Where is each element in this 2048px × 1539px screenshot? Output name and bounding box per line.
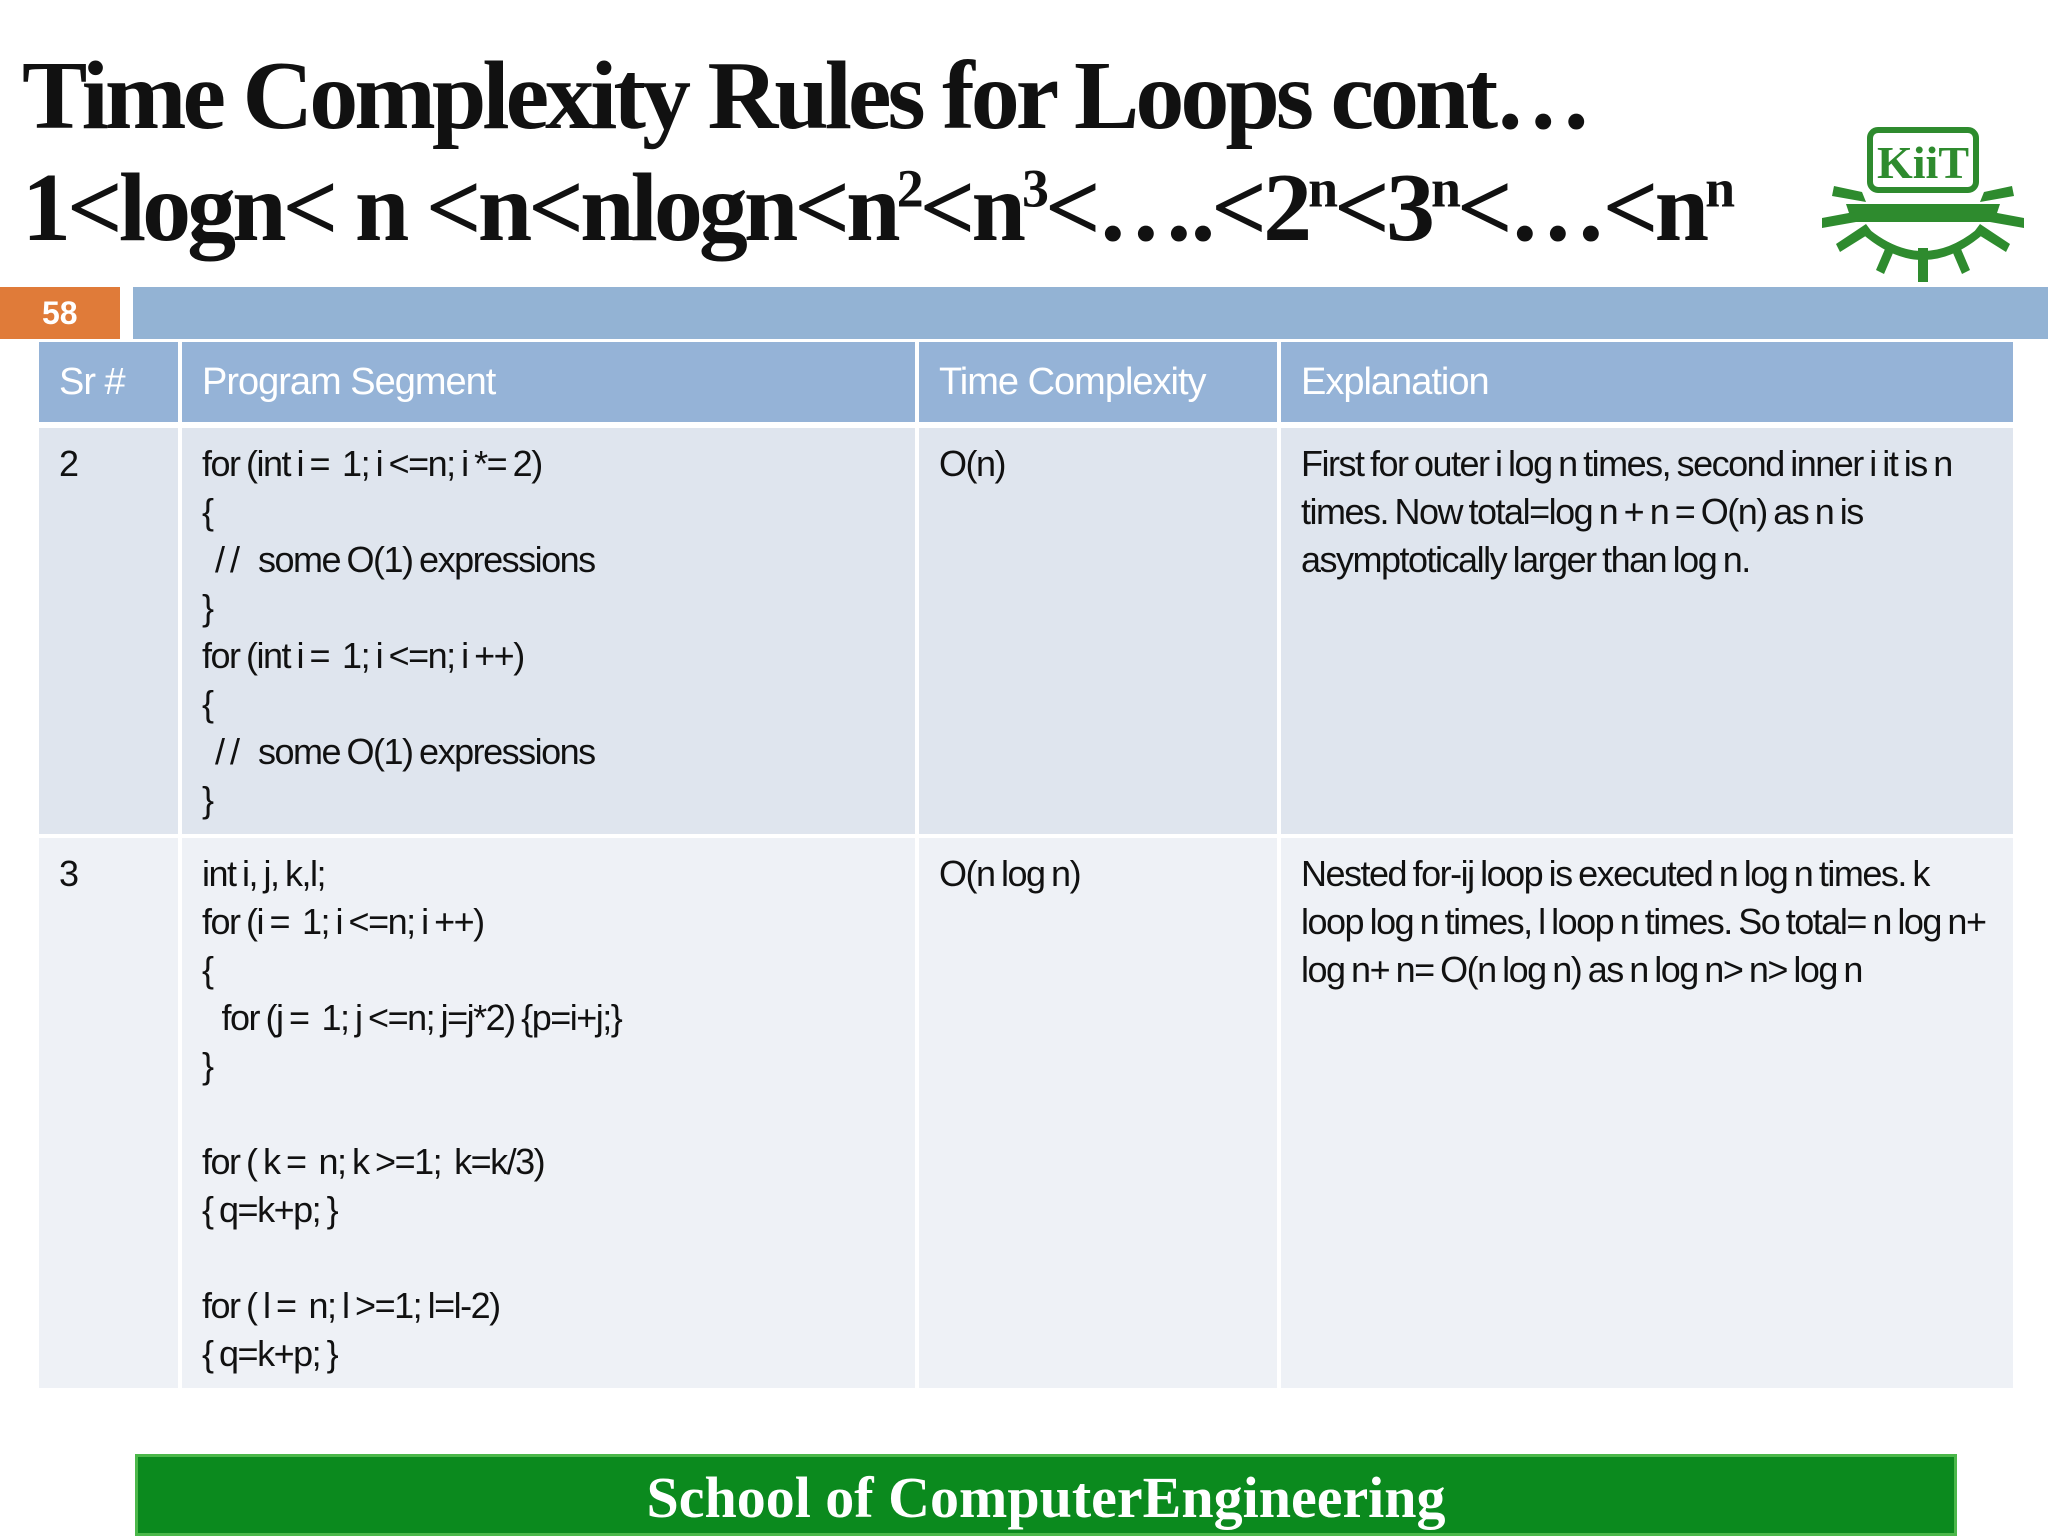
kiit-logo <box>1818 112 2028 282</box>
code-line: { <box>202 683 213 724</box>
footer-school-banner: School of ComputerEngineering <box>135 1454 1957 1536</box>
cell-sr: 3 <box>39 838 178 1392</box>
code-line: for (i = 1; i <=n; i ++) <box>202 901 484 942</box>
cell-program-segment <box>182 838 915 1392</box>
col-header-explanation: Explanation <box>1281 342 2013 428</box>
cell-explanation: First for outer i log n times, second inner i it is n times. Now total=log n + n = O(n) as n is asymptotically larger than log n. <box>1281 428 2013 838</box>
svg-text:KiiT: KiiT <box>1876 137 1970 188</box>
code-line: { q=k+p; } <box>202 1189 338 1230</box>
code-line: } <box>202 779 213 820</box>
code-line: for (int i = 1; i <=n; i ++) <box>202 635 524 676</box>
code-line: } <box>202 1045 213 1086</box>
code-line: { <box>202 491 213 532</box>
code-line: / / some O(1) expressions <box>202 731 595 772</box>
code-line <box>202 1234 895 1282</box>
code-line: } <box>202 587 213 628</box>
header-divider-bar <box>133 287 2048 339</box>
slide-number: 58 <box>0 287 120 339</box>
title-line-1: Time Complexity Rules for Loops cont… <box>22 42 1589 150</box>
col-header-sr: Sr # <box>39 342 178 428</box>
cell-program-segment <box>182 428 915 838</box>
code-line: / / some O(1) expressions <box>202 539 595 580</box>
code-line: { <box>202 949 213 990</box>
title-line-2-complexity-order: $1<\log n< n <n<nlogn<n^2<n^3<\dots.<2^n<3^n<\dots<n^n$ <box>22 154 1732 262</box>
table-row <box>39 428 2013 838</box>
code-line: for (j = 1; j <=n; j=j*2) {p=i+j;} <box>202 997 622 1038</box>
cell-time-complexity: O(n log n) <box>919 838 1277 1392</box>
col-header-program-segment: Program Segment <box>182 342 915 428</box>
table-header-row <box>39 342 2013 428</box>
cell-sr: 2 <box>39 428 178 838</box>
cell-explanation: Nested for-ij loop is executed n log n times. k loop log n times, l loop n times. So total= n log n+ log n+ n= O(n log n) as n log n> n> log n <box>1281 838 2013 1392</box>
code-line: { q=k+p; } <box>202 1333 338 1374</box>
cell-time-complexity: O(n) <box>919 428 1277 838</box>
code-line: for (int i = 1; i <=n; i *= 2) <box>202 443 542 484</box>
code-line: for ( l = n; l >=1; l=l-2) <box>202 1285 500 1326</box>
table-row <box>39 838 2013 1392</box>
slide-title <box>22 40 1731 264</box>
complexity-table <box>35 342 2017 1392</box>
code-line <box>202 1090 895 1138</box>
code-line: for ( k = n; k >=1; k=k/3) <box>202 1141 545 1182</box>
code-line: int i, j, k,l; <box>202 853 326 894</box>
col-header-time-complexity: Time Complexity <box>919 342 1277 428</box>
